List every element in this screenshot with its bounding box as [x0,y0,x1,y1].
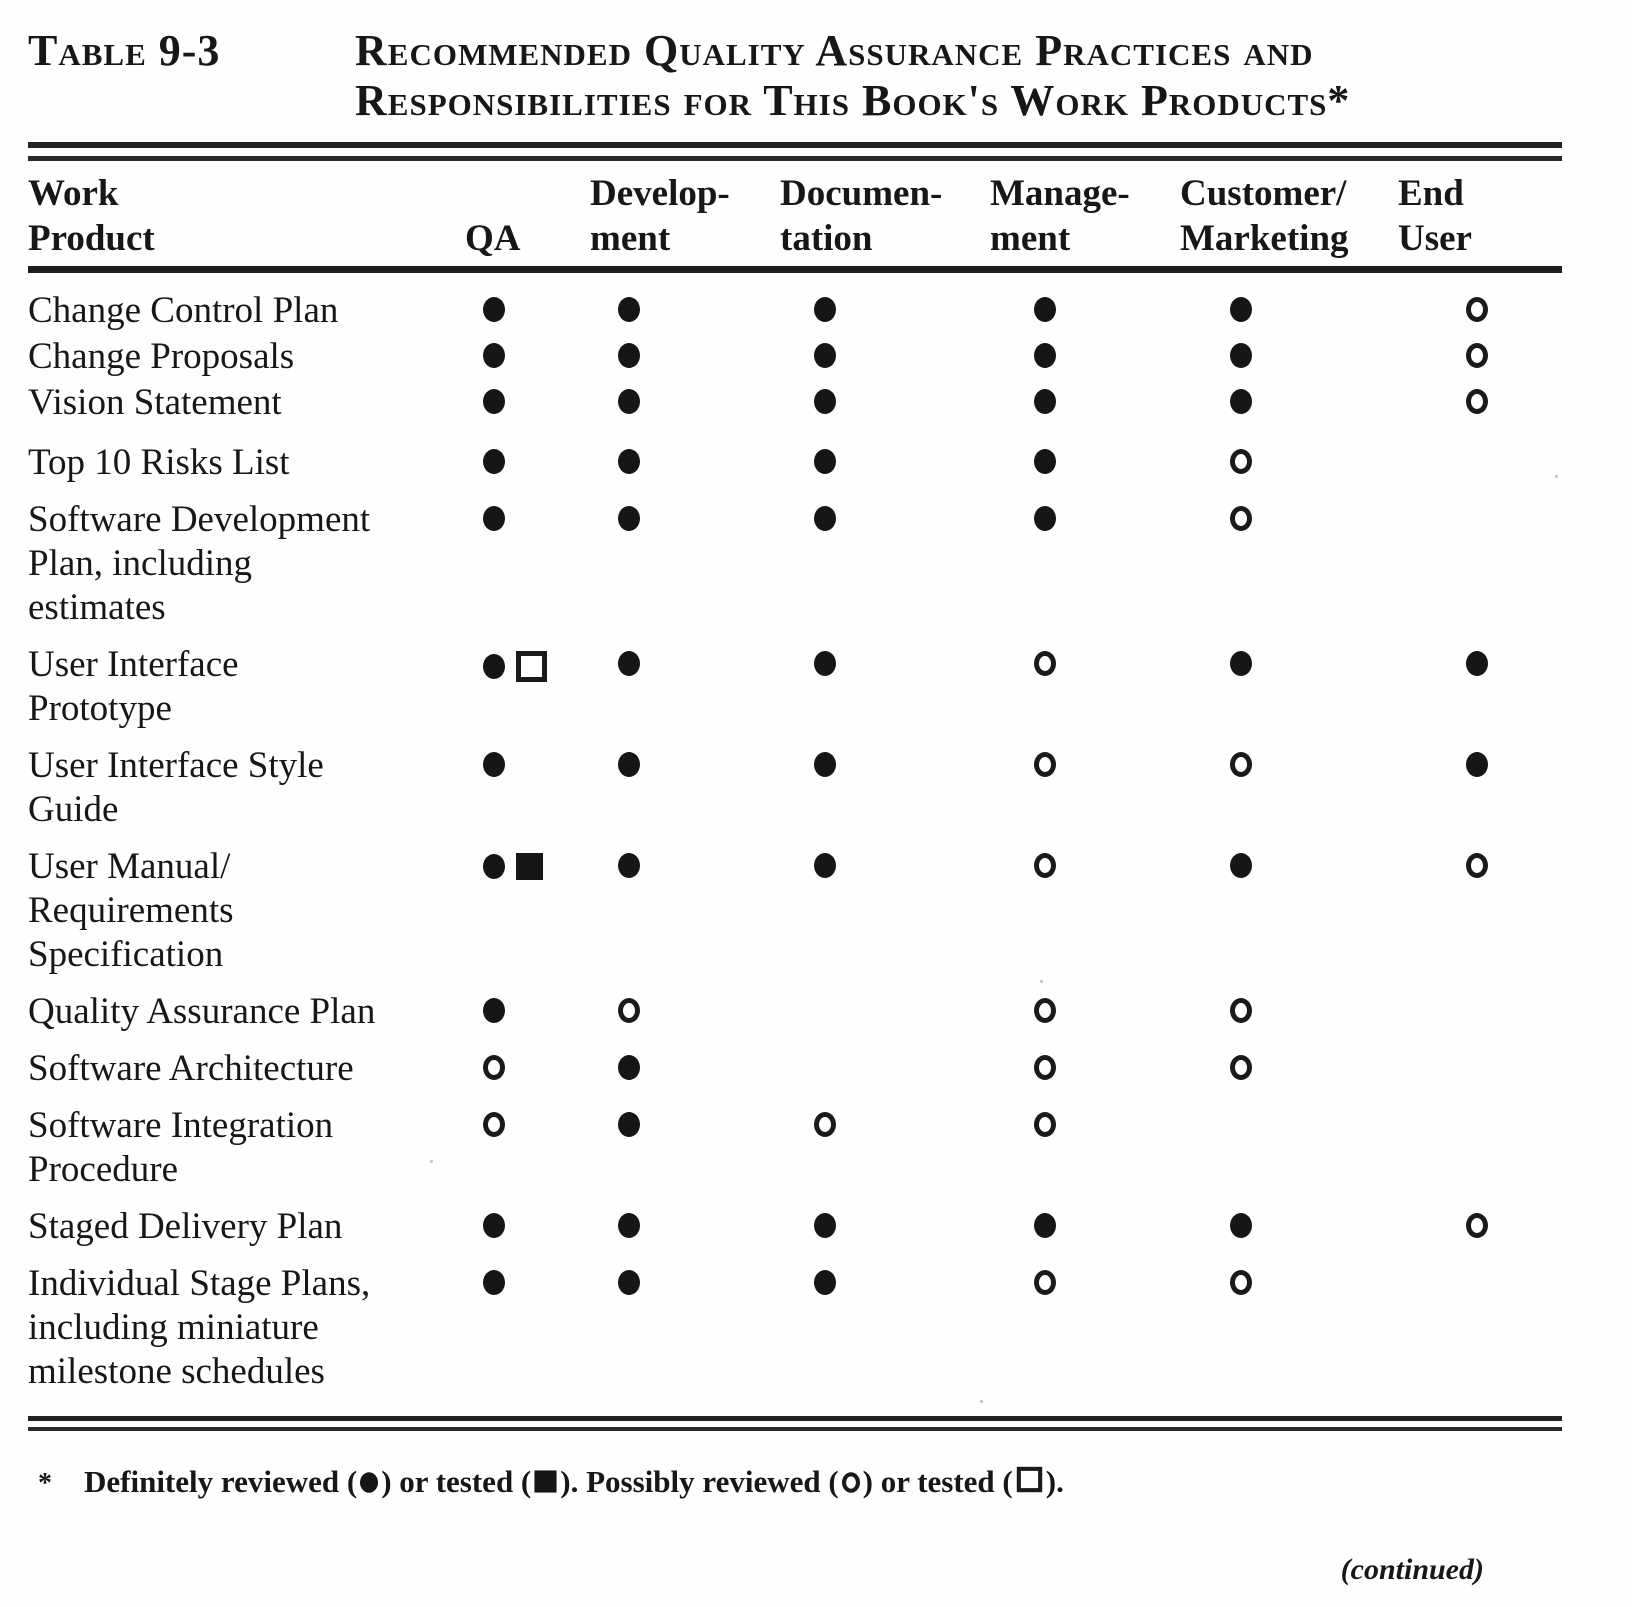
table-row [28,744,1562,832]
marker-cell-documentation [778,845,988,878]
work-product-label-line: Requirements [28,890,234,931]
marker-filled-circle-icon [618,1213,640,1238]
marker-cell-management [988,498,1178,531]
marker-open-circle-icon [1034,1055,1056,1080]
marker-filled-circle-icon [1034,506,1056,531]
table-title-line-2: Responsibilities for This Book's Work Products* [355,76,1351,125]
top-double-rule [28,142,1562,161]
marker-filled-circle-icon [360,1472,378,1493]
marker-filled-circle-icon [814,449,836,474]
header-line [465,171,588,216]
marker-open-square-icon [516,651,547,682]
marker-cell-documentation [778,1104,988,1137]
marker-filled-circle-icon [1230,853,1252,878]
marker-filled-circle-icon [814,343,836,368]
header-line: Documen- [780,173,943,214]
marker-cell-management [988,289,1178,322]
marker-cell-qa [463,1047,588,1080]
marker-cell-qa [463,845,588,880]
marker-open-circle-icon [1034,651,1056,676]
marker-open-circle-icon [1466,1213,1488,1238]
marker-filled-circle-icon [483,343,505,368]
table-body [28,289,1562,1394]
table-header-row [28,171,1562,261]
table-title-line-1: Recommended Quality Assurance Practices and [355,26,1314,75]
marker-filled-circle-icon [483,1213,505,1238]
marker-cell-customer-marketing [1178,744,1396,777]
marker-filled-circle-icon [1230,297,1252,322]
work-product-label-line: Quality Assurance Plan [28,991,376,1032]
table-row [28,381,1562,425]
marker-cell-qa [463,1262,588,1295]
work-product-label [28,643,463,731]
work-product-label [28,1104,463,1192]
marker-filled-circle-icon [618,1055,640,1080]
header-line: Manage- [990,173,1130,214]
marker-cell-end-user [1396,744,1562,777]
marker-filled-circle-icon [1034,449,1056,474]
work-product-label-line: including miniature [28,1307,319,1348]
scan-speckle [1040,980,1043,983]
work-product-label-line: User Interface Style [28,745,324,786]
work-product-label-line: Prototype [28,688,172,729]
marker-cell-qa [463,643,588,682]
marker-filled-circle-icon [814,389,836,414]
marker-cell-customer-marketing [1178,441,1396,474]
work-product-label-line: Change Control Plan [28,290,339,331]
header-line: Product [28,218,155,259]
marker-cell-customer-marketing [1178,990,1396,1023]
footnote-text-segment: ) or tested ( [381,1464,532,1499]
header-line: Work [28,173,119,214]
marker-filled-circle-icon [814,651,836,676]
marker-cell-documentation [778,1205,988,1238]
marker-cell-management [988,335,1178,368]
footnote-text-segment: ). Possibly reviewed ( [560,1464,839,1499]
marker-open-circle-icon [483,1055,505,1080]
header-cell-qa [463,171,588,261]
table-row [28,643,1562,731]
marker-filled-circle-icon [1034,297,1056,322]
marker-cell-qa [463,990,588,1023]
work-product-label-line: Software Architecture [28,1048,354,1089]
footnote-text-segment: ). [1045,1464,1064,1499]
marker-open-circle-icon [1466,389,1488,414]
work-product-label [28,845,463,977]
marker-cell-qa [463,1205,588,1238]
marker-cell-documentation [778,990,988,998]
marker-cell-development [588,1262,778,1295]
marker-cell-end-user [1396,289,1562,322]
marker-open-circle-icon [1466,297,1488,322]
marker-filled-circle-icon [1230,651,1252,676]
work-product-label [28,1205,463,1249]
table-title [355,26,1562,126]
marker-filled-circle-icon [618,853,640,878]
work-product-label-line: Staged Delivery Plan [28,1206,343,1247]
table-footnote [28,1463,1562,1503]
header-cell-customer-marketing [1178,171,1396,261]
marker-filled-circle-icon [618,1112,640,1137]
marker-cell-customer-marketing [1178,643,1396,676]
marker-cell-documentation [778,1262,988,1295]
marker-cell-customer-marketing [1178,381,1396,414]
header-line: ment [590,218,671,259]
work-product-label-line: Procedure [28,1149,178,1190]
work-product-label-line: Change Proposals [28,336,295,377]
footnote-text-segment: Definitely reviewed ( [84,1464,358,1499]
marker-cell-development [588,1104,778,1137]
marker-cell-end-user [1396,1104,1562,1112]
table-row [28,441,1562,485]
marker-filled-circle-icon [618,389,640,414]
marker-cell-development [588,1047,778,1080]
marker-cell-management [988,643,1178,676]
header-line: Customer/ [1180,173,1347,214]
marker-cell-customer-marketing [1178,845,1396,878]
work-product-label [28,289,463,333]
table-bottom-rule [28,1416,1562,1431]
marker-cell-end-user [1396,1047,1562,1055]
marker-open-circle-icon [1466,853,1488,878]
marker-open-circle-icon [1230,449,1252,474]
marker-cell-management [988,744,1178,777]
table-row [28,1262,1562,1394]
work-product-label-line: User Interface [28,644,239,685]
marker-open-circle-icon [842,1472,860,1493]
work-product-label [28,335,463,379]
marker-cell-end-user [1396,381,1562,414]
work-product-label-line: Plan, including [28,543,253,584]
marker-cell-end-user [1396,1205,1562,1238]
table-row [28,1205,1562,1249]
marker-cell-development [588,289,778,322]
marker-cell-documentation [778,1047,988,1055]
marker-cell-development [588,1205,778,1238]
table-row [28,990,1562,1034]
marker-filled-circle-icon [1034,343,1056,368]
work-product-label-line: Guide [28,789,119,830]
marker-open-circle-icon [1230,506,1252,531]
marker-filled-circle-icon [814,297,836,322]
marker-cell-customer-marketing [1178,1104,1396,1112]
marker-open-circle-icon [1230,1055,1252,1080]
marker-cell-qa [463,744,588,777]
work-product-label-line: Vision Statement [28,382,282,423]
table-row [28,289,1562,333]
work-product-label [28,990,463,1034]
marker-cell-development [588,381,778,414]
marker-filled-circle-icon [814,1270,836,1295]
marker-cell-qa [463,1104,588,1137]
header-line: QA [465,218,521,259]
work-product-label-line: Specification [28,934,224,975]
header-line: User [1398,218,1472,259]
marker-filled-circle-icon [618,449,640,474]
marker-filled-circle-icon [814,752,836,777]
header-line: Develop- [590,173,730,214]
marker-cell-end-user [1396,845,1562,878]
marker-filled-square-icon [535,1470,557,1492]
marker-filled-circle-icon [483,654,505,679]
marker-filled-circle-icon [1230,343,1252,368]
marker-cell-customer-marketing [1178,498,1396,531]
marker-filled-circle-icon [618,1270,640,1295]
table-row [28,845,1562,977]
header-line: End [1398,173,1464,214]
marker-cell-development [588,845,778,878]
work-product-label [28,744,463,832]
marker-filled-circle-icon [483,1270,505,1295]
marker-filled-circle-icon [1466,752,1488,777]
marker-open-circle-icon [1230,752,1252,777]
work-product-label-line: Software Development [28,499,371,540]
table-row [28,335,1562,379]
marker-cell-management [988,1104,1178,1137]
marker-filled-square-icon [516,853,543,880]
marker-cell-qa [463,381,588,414]
work-product-label-line: User Manual/ [28,846,231,887]
marker-cell-development [588,335,778,368]
marker-cell-documentation [778,498,988,531]
marker-cell-development [588,441,778,474]
marker-open-circle-icon [1034,853,1056,878]
marker-cell-customer-marketing [1178,335,1396,368]
marker-cell-documentation [778,289,988,322]
marker-open-circle-icon [814,1112,836,1137]
marker-cell-management [988,1205,1178,1238]
work-product-label [28,441,463,485]
table-row [28,1104,1562,1192]
header-cell-work-product [28,171,463,261]
marker-cell-qa [463,498,588,531]
marker-filled-circle-icon [618,297,640,322]
work-product-label-line: Individual Stage Plans, [28,1263,371,1304]
marker-cell-management [988,381,1178,414]
header-cell-development [588,171,778,261]
footnote-text [84,1463,1064,1501]
work-product-label [28,1262,463,1394]
marker-cell-documentation [778,643,988,676]
table-caption [28,26,1562,126]
marker-open-circle-icon [1230,1270,1252,1295]
work-product-label-line: Software Integration [28,1105,334,1146]
marker-cell-end-user [1396,441,1562,449]
marker-filled-circle-icon [483,752,505,777]
header-bottom-rule [28,266,1562,273]
marker-cell-qa [463,441,588,474]
marker-filled-circle-icon [1466,651,1488,676]
marker-open-circle-icon [1034,1112,1056,1137]
marker-filled-circle-icon [483,998,505,1023]
header-cell-documentation [778,171,988,261]
header-cell-management [988,171,1178,261]
marker-open-square-icon [1017,1467,1042,1492]
marker-cell-management [988,845,1178,878]
scan-speckle [1555,475,1558,478]
marker-filled-circle-icon [618,343,640,368]
marker-filled-circle-icon [483,506,505,531]
header-line: tation [780,218,873,259]
marker-cell-end-user [1396,498,1562,506]
marker-cell-management [988,1262,1178,1295]
header-line: Marketing [1180,218,1349,259]
table-row [28,1047,1562,1091]
marker-open-circle-icon [1034,998,1056,1023]
scan-speckle [430,1160,433,1163]
marker-cell-customer-marketing [1178,1047,1396,1080]
marker-filled-circle-icon [483,297,505,322]
marker-cell-documentation [778,744,988,777]
marker-filled-circle-icon [483,449,505,474]
marker-filled-circle-icon [618,752,640,777]
work-product-label [28,1047,463,1091]
marker-open-circle-icon [1034,1270,1056,1295]
marker-cell-end-user [1396,643,1562,676]
marker-filled-circle-icon [1230,1213,1252,1238]
marker-cell-development [588,643,778,676]
marker-open-circle-icon [483,1112,505,1137]
marker-cell-end-user [1396,335,1562,368]
marker-cell-end-user [1396,990,1562,998]
header-line: ment [990,218,1071,259]
header-cell-end-user [1396,171,1562,261]
table-row [28,498,1562,630]
table-number-label: Table 9-3 [28,26,221,75]
marker-open-circle-icon [618,998,640,1023]
marker-filled-circle-icon [814,1213,836,1238]
marker-cell-documentation [778,335,988,368]
marker-cell-documentation [778,441,988,474]
marker-filled-circle-icon [618,651,640,676]
marker-open-circle-icon [1466,343,1488,368]
marker-open-circle-icon [1034,752,1056,777]
footnote-asterisk: * [38,1468,52,1499]
marker-cell-customer-marketing [1178,289,1396,322]
marker-filled-circle-icon [1230,389,1252,414]
marker-filled-circle-icon [1034,1213,1056,1238]
marker-cell-development [588,744,778,777]
work-product-label [28,381,463,425]
marker-cell-management [988,441,1178,474]
marker-cell-management [988,1047,1178,1080]
footnote-text-segment: ) or tested ( [862,1464,1013,1499]
marker-cell-qa [463,289,588,322]
marker-filled-circle-icon [1034,389,1056,414]
work-product-label [28,498,463,630]
work-product-label-line: Top 10 Risks List [28,442,290,483]
marker-cell-documentation [778,381,988,414]
marker-filled-circle-icon [483,389,505,414]
scan-speckle [980,1400,983,1403]
work-product-label-line: estimates [28,587,166,628]
marker-cell-management [988,990,1178,1023]
marker-filled-circle-icon [814,853,836,878]
marker-cell-end-user [1396,1262,1562,1270]
marker-open-circle-icon [1230,998,1252,1023]
marker-cell-customer-marketing [1178,1262,1396,1295]
marker-cell-development [588,498,778,531]
continued-note: (continued) [1340,1553,1484,1586]
marker-cell-customer-marketing [1178,1205,1396,1238]
marker-filled-circle-icon [618,506,640,531]
marker-filled-circle-icon [814,506,836,531]
marker-filled-circle-icon [483,854,505,879]
marker-cell-qa [463,335,588,368]
marker-cell-development [588,990,778,1023]
work-product-label-line: milestone schedules [28,1351,325,1392]
